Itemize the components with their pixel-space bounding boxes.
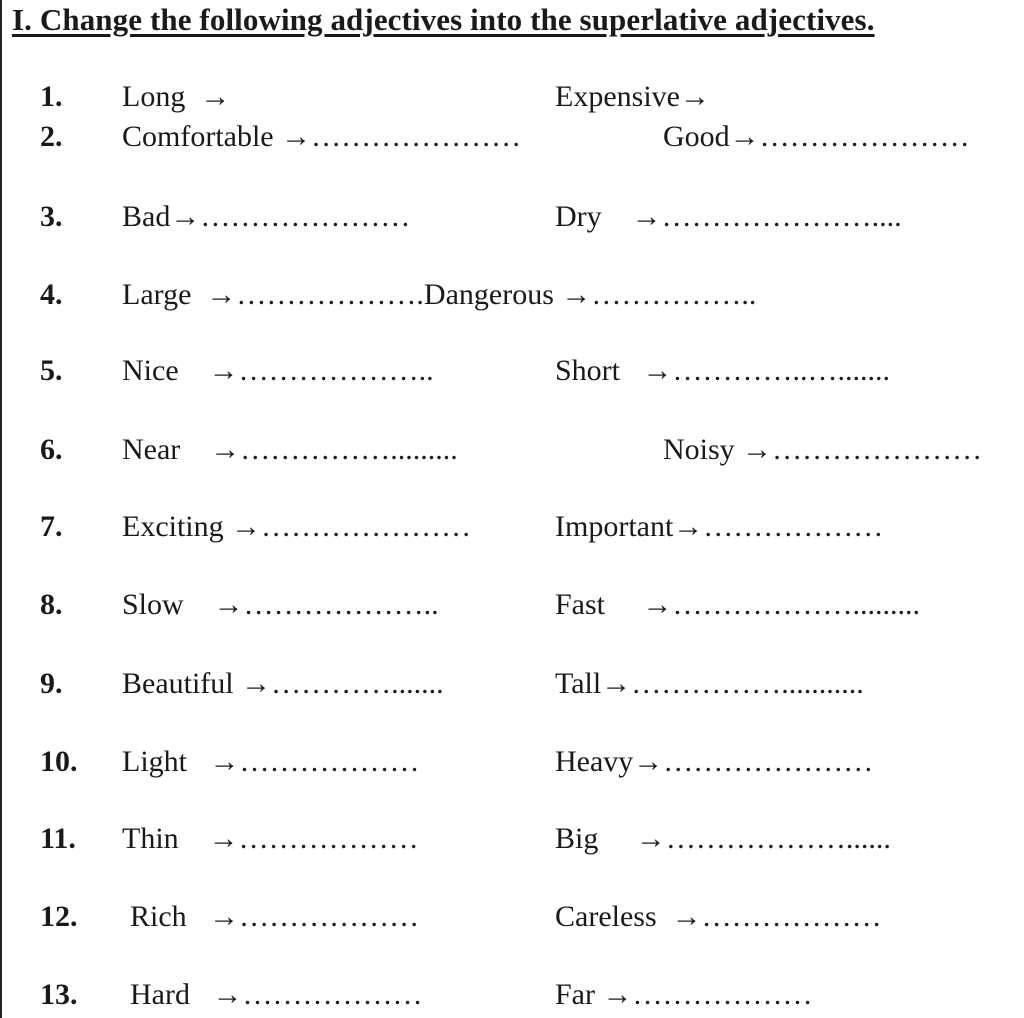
item-number-12: 12. bbox=[40, 900, 78, 933]
item-left-5: Nice →……………….. bbox=[122, 354, 434, 387]
item-left-7: Exciting →………………… bbox=[122, 510, 472, 543]
item-right-5: Short →…………..…....... bbox=[555, 354, 891, 387]
worksheet-title: I. Change the following adjectives into the superlative adjectives. bbox=[12, 2, 875, 37]
item-number-9: 9. bbox=[40, 667, 63, 700]
item-left-10: Light →……………… bbox=[122, 745, 420, 778]
item-right-12: Careless →……………… bbox=[555, 900, 882, 933]
item-right-8: Fast →………………......... bbox=[555, 588, 921, 621]
item-number-8: 8. bbox=[40, 588, 63, 621]
item-right-13: Far →……………… bbox=[555, 978, 813, 1011]
item-left-12: Rich →……………… bbox=[130, 900, 420, 933]
item-number-11: 11. bbox=[40, 822, 76, 855]
item-left-1: Long → bbox=[122, 80, 231, 113]
item-number-1: 1. bbox=[40, 80, 63, 113]
item-left-6: Near →……………......... bbox=[122, 433, 458, 466]
item-right-10: Heavy→………………… bbox=[555, 745, 874, 778]
item-number-3: 3. bbox=[40, 200, 63, 233]
item-right-11: Big →………………...... bbox=[555, 822, 891, 855]
item-number-10: 10. bbox=[40, 745, 78, 778]
item-right-9: Tall→……………........... bbox=[555, 667, 864, 700]
item-left-8: Slow →……………….. bbox=[122, 588, 439, 621]
item-right-7: Important→……………… bbox=[555, 510, 884, 543]
item-number-2: 2. bbox=[40, 120, 63, 153]
item-left-4: Large →……………….Dangerous →…………….. bbox=[122, 278, 757, 311]
item-left-2: Comfortable →………………… bbox=[122, 120, 522, 153]
item-number-4: 4. bbox=[40, 278, 63, 311]
item-left-3: Bad→………………… bbox=[122, 200, 411, 233]
item-left-11: Thin →……………… bbox=[122, 822, 419, 855]
item-number-6: 6. bbox=[40, 433, 63, 466]
item-right-6: Noisy →………………… bbox=[663, 433, 983, 466]
item-left-9: Beautiful →…………....... bbox=[122, 667, 444, 700]
item-right-2: Good→………………… bbox=[663, 120, 970, 153]
item-number-13: 13. bbox=[40, 978, 78, 1011]
item-left-13: Hard →……………… bbox=[130, 978, 423, 1011]
item-right-1: Expensive→ bbox=[555, 80, 710, 113]
item-number-5: 5. bbox=[40, 354, 63, 387]
item-number-7: 7. bbox=[40, 510, 63, 543]
item-right-3: Dry →………………….... bbox=[555, 200, 902, 233]
